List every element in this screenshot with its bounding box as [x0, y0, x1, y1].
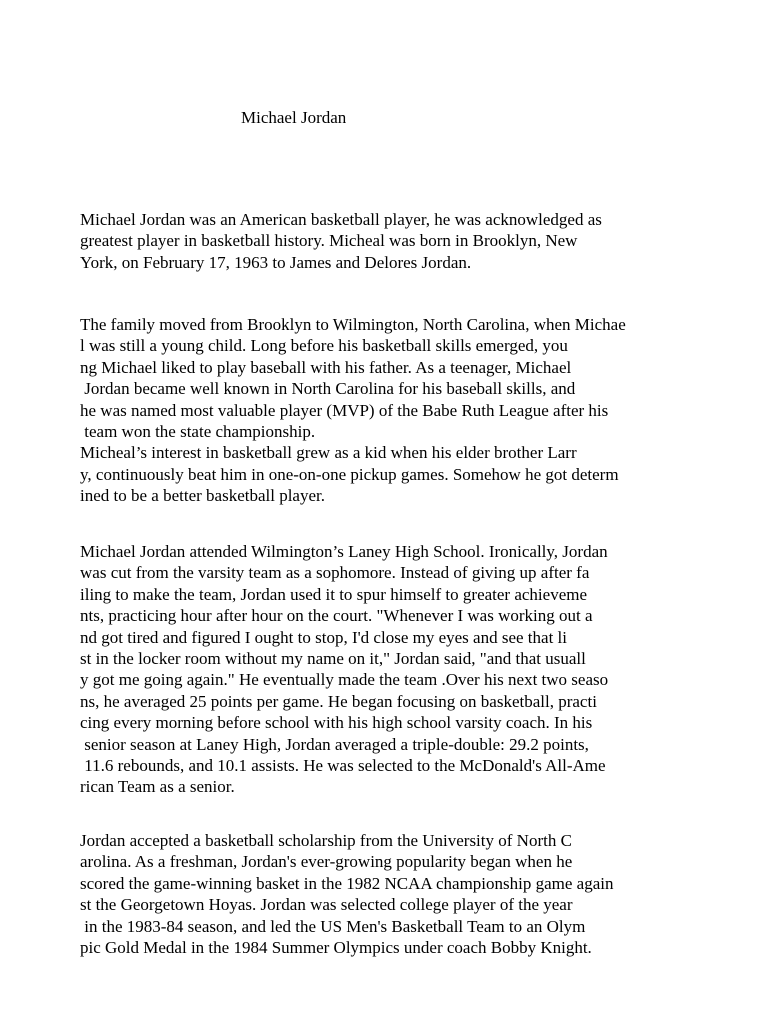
paragraph-line: iling to make the team, Jordan used it to spur himself to greater achieveme: [80, 584, 588, 604]
paragraph-line: l was still a young child. Long before his basketball skills emerged, you: [80, 336, 568, 356]
paragraph-line: y, continuously beat him in one-on-one pickup games. Somehow he got determ: [80, 464, 619, 484]
paragraph-line: cing every morning before school with his high school varsity coach. In his: [80, 713, 593, 733]
paragraph-line: ined to be a better basketball player.: [80, 486, 325, 506]
paragraph-line: ng Michael liked to play baseball with his father. As a teenager, Michael: [80, 357, 572, 377]
paragraph-4: [80, 830, 740, 958]
paragraph-line: team won the state championship.: [80, 421, 316, 441]
paragraph-line: arolina. As a freshman, Jordan's ever-growing popularity began when he: [80, 852, 573, 872]
paragraph-line: The family moved from Brooklyn to Wilmington, North Carolina, when Michae: [80, 315, 626, 334]
paragraph-line: was cut from the varsity team as a sophomore. Instead of giving up after fa: [80, 563, 590, 583]
paragraph-line: greatest player in basketball history. Micheal was born in Brooklyn, New: [80, 231, 578, 251]
paragraph-line: Michael Jordan was an American basketball player, he was acknowledged as: [80, 210, 602, 229]
paragraph-1: [80, 209, 740, 273]
paragraph-line: ns, he averaged 25 points per game. He began focusing on basketball, practi: [80, 691, 597, 711]
paragraph-line: Jordan accepted a basketball scholarship from the University of North C: [80, 831, 572, 850]
paragraph-line: rican Team as a senior.: [80, 777, 235, 797]
paragraph-line: he was named most valuable player (MVP) of the Babe Ruth League after his: [80, 400, 609, 420]
paragraph-3: [80, 541, 740, 798]
paragraph-line: nts, practicing hour after hour on the court. "Whenever I was working out a: [80, 606, 593, 626]
paragraph-line: nd got tired and figured I ought to stop, I'd close my eyes and see that li: [80, 627, 567, 647]
paragraph-line: 11.6 rebounds, and 10.1 assists. He was selected to the McDonald's All-Ame: [80, 755, 606, 775]
paragraph-line: Jordan became well known in North Carolina for his baseball skills, and: [80, 379, 576, 399]
paragraph-line: st the Georgetown Hoyas. Jordan was selected college player of the year: [80, 895, 573, 915]
paragraph-line: senior season at Laney High, Jordan averaged a triple-double: 29.2 points,: [80, 734, 589, 754]
document-title: Michael Jordan: [241, 108, 347, 127]
paragraph-line: in the 1983-84 season, and led the US Men's Basketball Team to an Olym: [80, 916, 586, 936]
paragraph-line: st in the locker room without my name on it," Jordan said, "and that usuall: [80, 648, 586, 668]
paragraph-line: Micheal’s interest in basketball grew as a kid when his elder brother Larr: [80, 443, 577, 463]
paragraph-2: [80, 314, 740, 507]
paragraph-line: pic Gold Medal in the 1984 Summer Olympics under coach Bobby Knight.: [80, 937, 592, 957]
paragraph-line: York, on February 17, 1963 to James and Delores Jordan.: [80, 252, 472, 272]
paragraph-line: y got me going again." He eventually made the team .Over his next two seaso: [80, 670, 609, 690]
paragraph-line: scored the game-winning basket in the 1982 NCAA championship game again: [80, 873, 614, 893]
paragraph-line: Michael Jordan attended Wilmington’s Laney High School. Ironically, Jordan: [80, 542, 608, 561]
